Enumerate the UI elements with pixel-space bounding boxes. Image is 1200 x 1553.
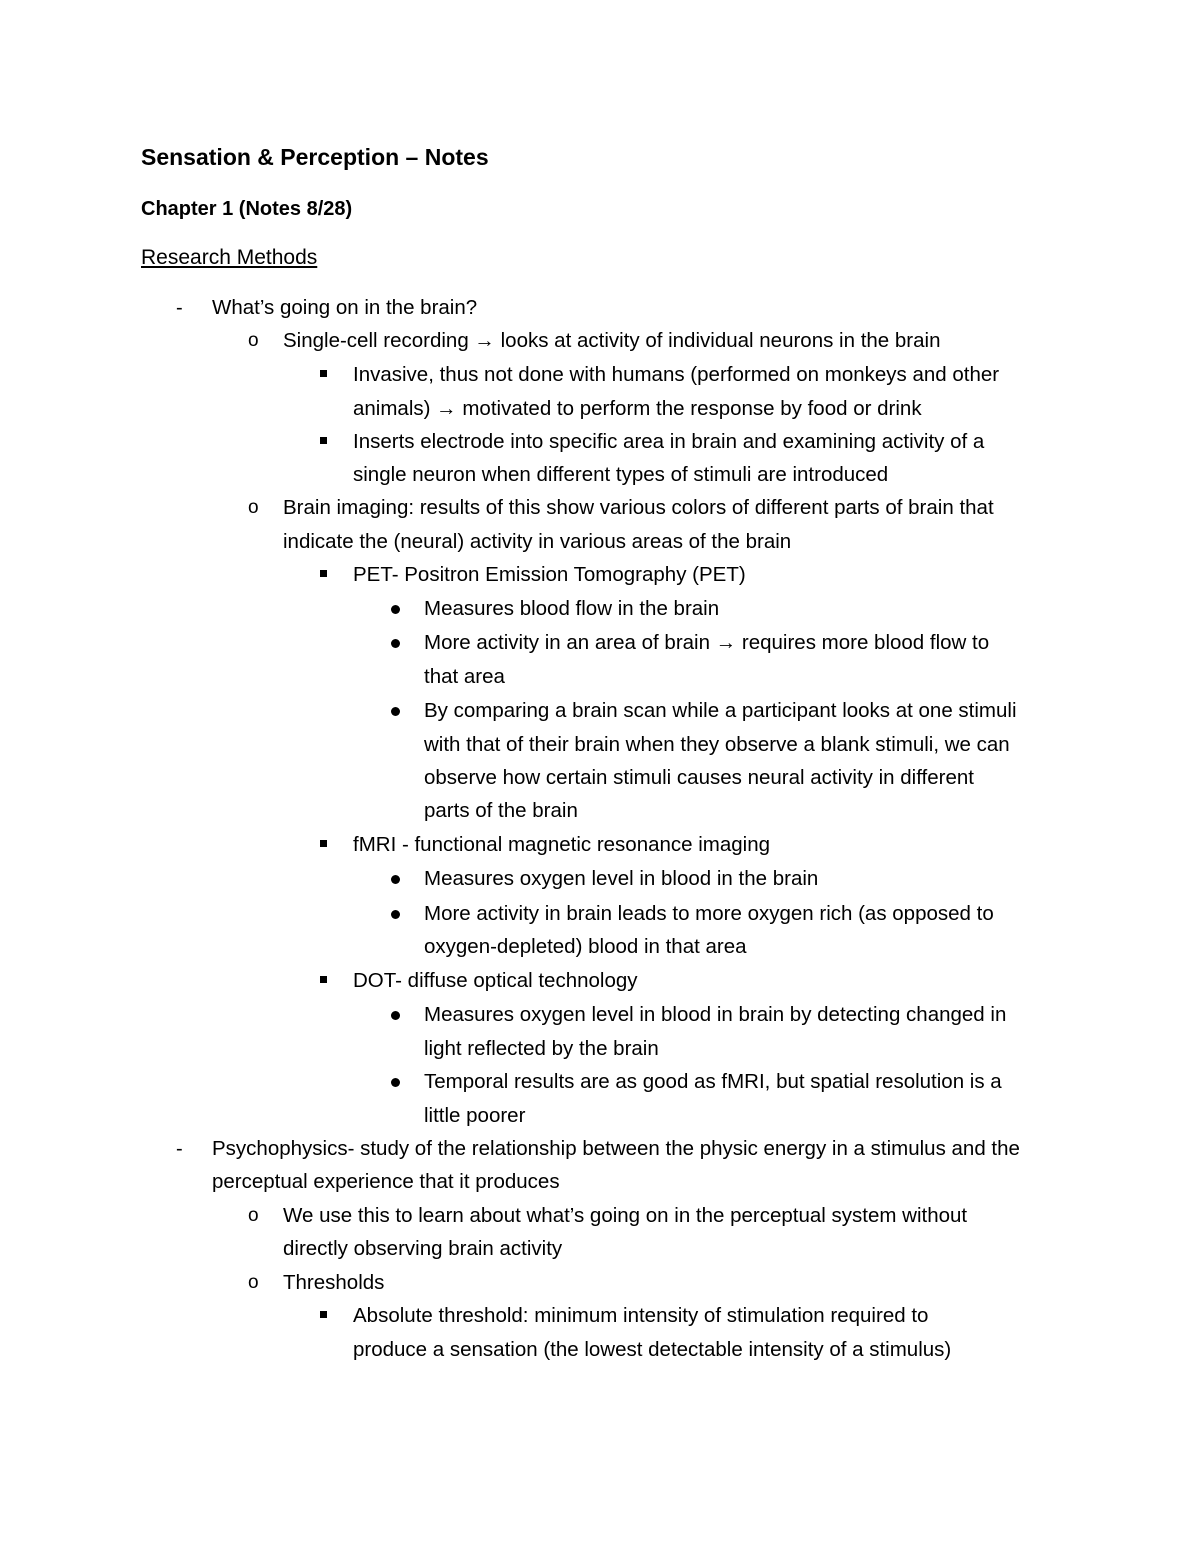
list-item: little poorer <box>424 1104 526 1127</box>
chapter-heading: Chapter 1 (Notes 8/28) <box>141 198 353 220</box>
list-item: animals) → motivated to perform the response by food or drink <box>353 397 922 420</box>
section-heading: Research Methods <box>141 246 318 269</box>
list-item: produce a sensation (the lowest detectable intensity of a stimulus) <box>353 1338 952 1361</box>
list-item: fMRI - functional magnetic resonance imaging <box>353 833 771 856</box>
list-item: Invasive, thus not done with humans (performed on monkeys and other <box>353 363 1000 386</box>
list-item: Brain imaging: results of this show various colors of different parts of brain that <box>283 496 994 519</box>
list-item: Temporal results are as good as fMRI, but spatial resolution is a <box>424 1070 1002 1093</box>
square-bullet <box>320 840 327 847</box>
list-item: single neuron when different types of stimuli are introduced <box>353 463 889 486</box>
circle-bullet: o <box>248 1272 259 1293</box>
round-bullet <box>391 1078 400 1087</box>
dash-bullet: - <box>176 1138 183 1160</box>
list-item: with that of their brain when they observe a blank stimuli, we can <box>424 733 1010 756</box>
list-item: Inserts electrode into specific area in brain and examining activity of a <box>353 430 985 453</box>
list-item: Measures oxygen level in blood in the brain <box>424 867 819 890</box>
list-item: Measures oxygen level in blood in brain by detecting changed in <box>424 1003 1007 1026</box>
round-bullet <box>391 707 400 716</box>
square-bullet <box>320 570 327 577</box>
circle-bullet: o <box>248 330 259 351</box>
list-item: perceptual experience that it produces <box>212 1170 560 1193</box>
list-item: that area <box>424 665 505 688</box>
square-bullet <box>320 370 327 377</box>
list-item: Psychophysics- study of the relationship between the physic energy in a stimulus and the <box>212 1137 1020 1160</box>
list-item: oxygen-depleted) blood in that area <box>424 935 747 958</box>
list-item: Thresholds <box>283 1271 385 1294</box>
list-item: We use this to learn about what’s going on in the perceptual system without <box>283 1204 968 1227</box>
list-item: What’s going on in the brain? <box>212 296 478 319</box>
list-item: By comparing a brain scan while a participant looks at one stimuli <box>424 699 1017 722</box>
square-bullet <box>320 1311 327 1318</box>
round-bullet <box>391 910 400 919</box>
round-bullet <box>391 605 400 614</box>
list-item: More activity in an area of brain → requires more blood flow to <box>424 631 990 654</box>
square-bullet <box>320 437 327 444</box>
list-item: Absolute threshold: minimum intensity of stimulation required to <box>353 1304 929 1327</box>
list-item: PET- Positron Emission Tomography (PET) <box>353 563 746 586</box>
list-item: Measures blood flow in the brain <box>424 597 720 620</box>
round-bullet <box>391 1011 400 1020</box>
page-title: Sensation & Perception – Notes <box>141 144 489 170</box>
round-bullet <box>391 875 400 884</box>
list-item: Single-cell recording → looks at activity of individual neurons in the brain <box>283 329 941 352</box>
list-item: More activity in brain leads to more oxygen rich (as opposed to <box>424 902 994 925</box>
list-item: DOT- diffuse optical technology <box>353 969 638 992</box>
list-item: observe how certain stimuli causes neural activity in different <box>424 766 974 789</box>
list-item: parts of the brain <box>424 799 578 822</box>
circle-bullet: o <box>248 1205 259 1226</box>
round-bullet <box>391 639 400 648</box>
square-bullet <box>320 976 327 983</box>
list-item: indicate the (neural) activity in various areas of the brain <box>283 530 792 553</box>
list-item: light reflected by the brain <box>424 1037 659 1060</box>
dash-bullet: - <box>176 297 183 319</box>
circle-bullet: o <box>248 497 259 518</box>
list-item: directly observing brain activity <box>283 1237 563 1260</box>
